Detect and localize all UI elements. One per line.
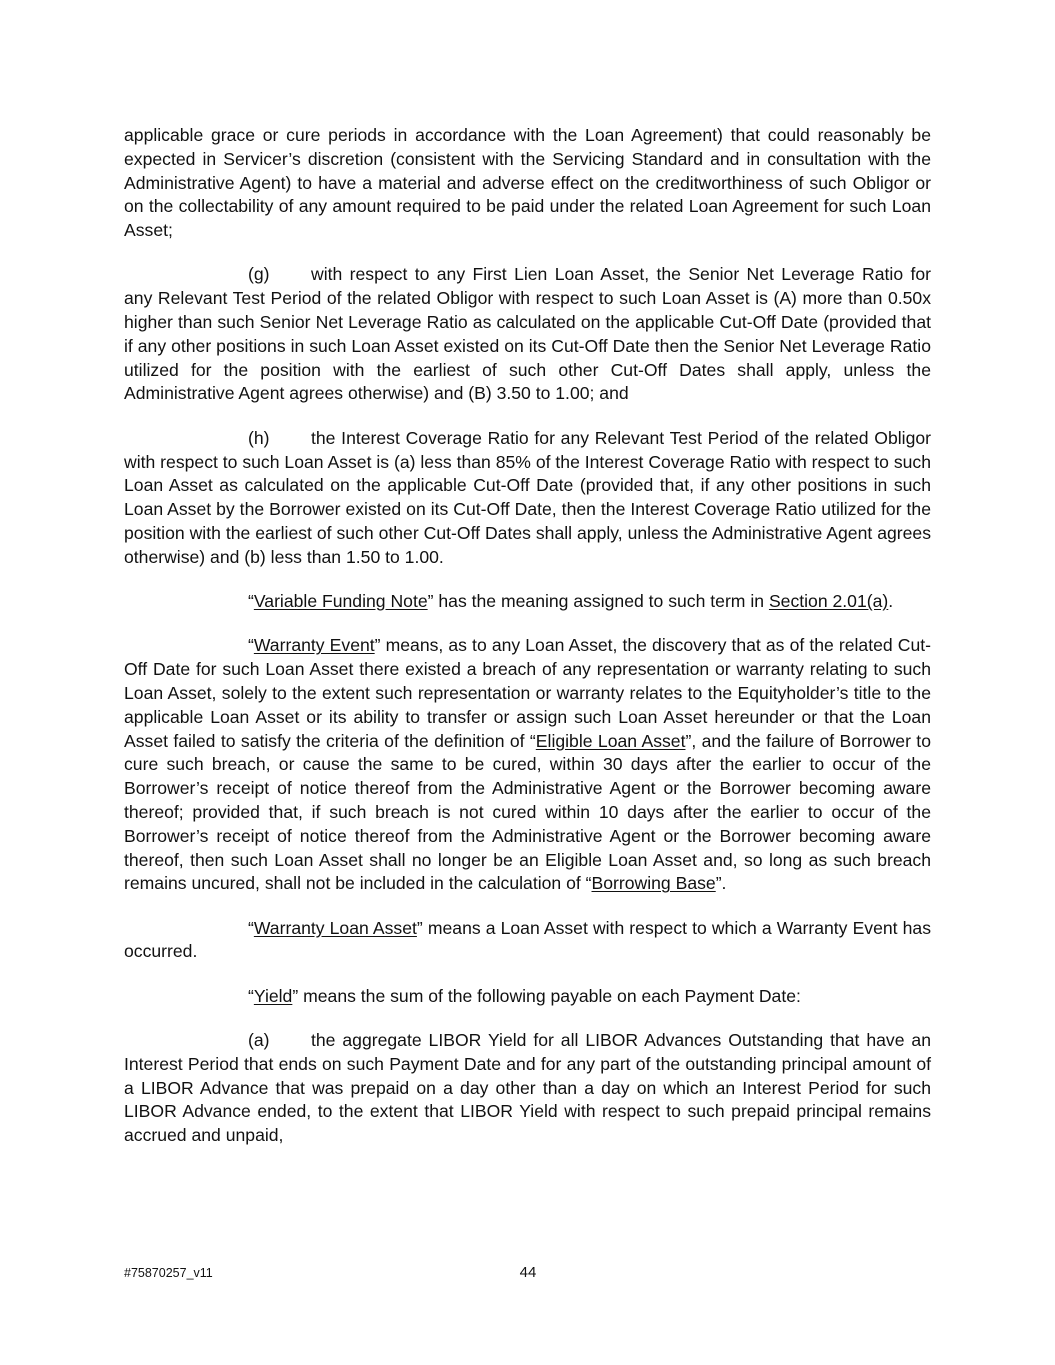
clause-a [124,1029,931,1148]
definition-text: ” means, as to any Loan Asset, the discovery that as of the related Cut-Off Date for such Loan Asset there existed a breach of any representation or warranty relating to such Loan Asset, solely to the extent such representation or warranty relates to the Equityholder’s title to the applicable Loan Asset or its ability to transfer or assign such Loan Asset hereunder or that the Loan Asset failed to satisfy the criteria of the definition of “ [124,635,931,751]
defined-term: Variable Funding Note [253,591,428,612]
definition-text: ” has the meaning assigned to such term in [427,591,769,612]
definition-warranty-event [124,634,931,896]
open-quote: “ [248,635,254,656]
clause-h-label: (h) [248,427,270,448]
section-reference: Section 2.01(a) [768,591,889,612]
definition-yield [124,985,931,1009]
clause-g [124,263,931,406]
defined-term: Yield [253,985,293,1006]
clause-a-text: the aggregate LIBOR Yield for all LIBOR Advances Outstanding that have an Interest Period that ends on such Payment Date and for any part of the outstanding principal amount of a LIBOR Advance that was prepaid on a day other than a day on which an Interest Period for such LIBOR Advance ended, to the extent that LIBOR Yield with respect to such prepaid principal remains accrued and unpaid, [124,1030,931,1146]
definition-variable-funding-note [124,590,931,614]
term-reference-borrowing-base: Borrowing Base [591,873,716,894]
open-quote: “ [248,591,254,612]
definition-text: ” means the sum of the following payable on each Payment Date: [292,985,801,1006]
clause-a-label: (a) [248,1030,270,1050]
defined-term: Warranty Event [253,635,375,656]
definition-end: ”. [715,873,727,894]
definition-text: ” means a Loan Asset with respect to which a Warranty Event has occurred. [124,917,932,962]
clause-h [124,427,931,570]
defined-term: Warranty Loan Asset [253,917,417,938]
clause-g-label: (g) [248,264,270,285]
footer-page-number: 44 [519,1264,537,1281]
definition-end: . [888,591,894,612]
open-quote: “ [248,985,254,1006]
definition-text-continued: ”, and the failure of Borrower to cure such breach, or cause the same to be cured, within 30 days after the earlier to occur of the Borrower’s receipt of notice thereof from the Administrative Agent or the Borrower becoming aware thereof; provided that, if such breach is not cured within 10 days after the earlier to occur of the Borrower’s receipt of notice thereof from the Administrative Agent or the Borrower becoming aware thereof, then such Loan Asset shall no longer be an Eligible Loan Asset and, so long as such breach remains uncured, shall not be included in the calculation of “ [124,730,931,894]
continuation-paragraph: applicable grace or cure periods in accordance with the Loan Agreement) that could reasonably be expected in Servicer’s discretion (consistent with the Servicing Standard and in consultation with the Administrative Agent) to have a material and adverse effect on the creditworthiness of such Obligor or on the collectability of any amount required to be paid under the related Loan Agreement for such Loan Asset; [124,125,931,241]
clause-h-text: the Interest Coverage Ratio for any Relevant Test Period of the related Obligor with respect to such Loan Asset is (a) less than 85% of the Interest Coverage Ratio with respect to such Loan Asset as calculated on the applicable Cut-Off Date (provided that, if any other positions in such Loan Asset by the Borrower existed on its Cut-Off Date, then the Interest Coverage Ratio utilized for the position with the earliest of such other Cut-Off Dates shall apply, unless the Administrative Agent agrees otherwise) and (b) less than 1.50 to 1.00. [124,427,931,567]
page-body [124,124,931,1168]
footer-document-id: #75870257_v11 [124,1266,213,1280]
term-reference-eligible-loan-asset: Eligible Loan Asset [535,730,686,751]
clause-g-text: with respect to any First Lien Loan Asset, the Senior Net Leverage Ratio for any Relevant Test Period of the related Obligor with respect to such Loan Asset is (A) more than 0.50x higher than such Senior Net Leverage Ratio as calculated on the applicable Cut-Off Date (provided that if any other positions in such Loan Asset existed on its Cut-Off Date then the Senior Net Leverage Ratio utilized for the position with the earliest of such other Cut-Off Dates shall apply, unless the Administrative Agent agrees otherwise) and (B) 3.50 to 1.00; and [124,264,931,404]
definition-warranty-loan-asset [124,917,931,965]
open-quote: “ [248,917,254,938]
